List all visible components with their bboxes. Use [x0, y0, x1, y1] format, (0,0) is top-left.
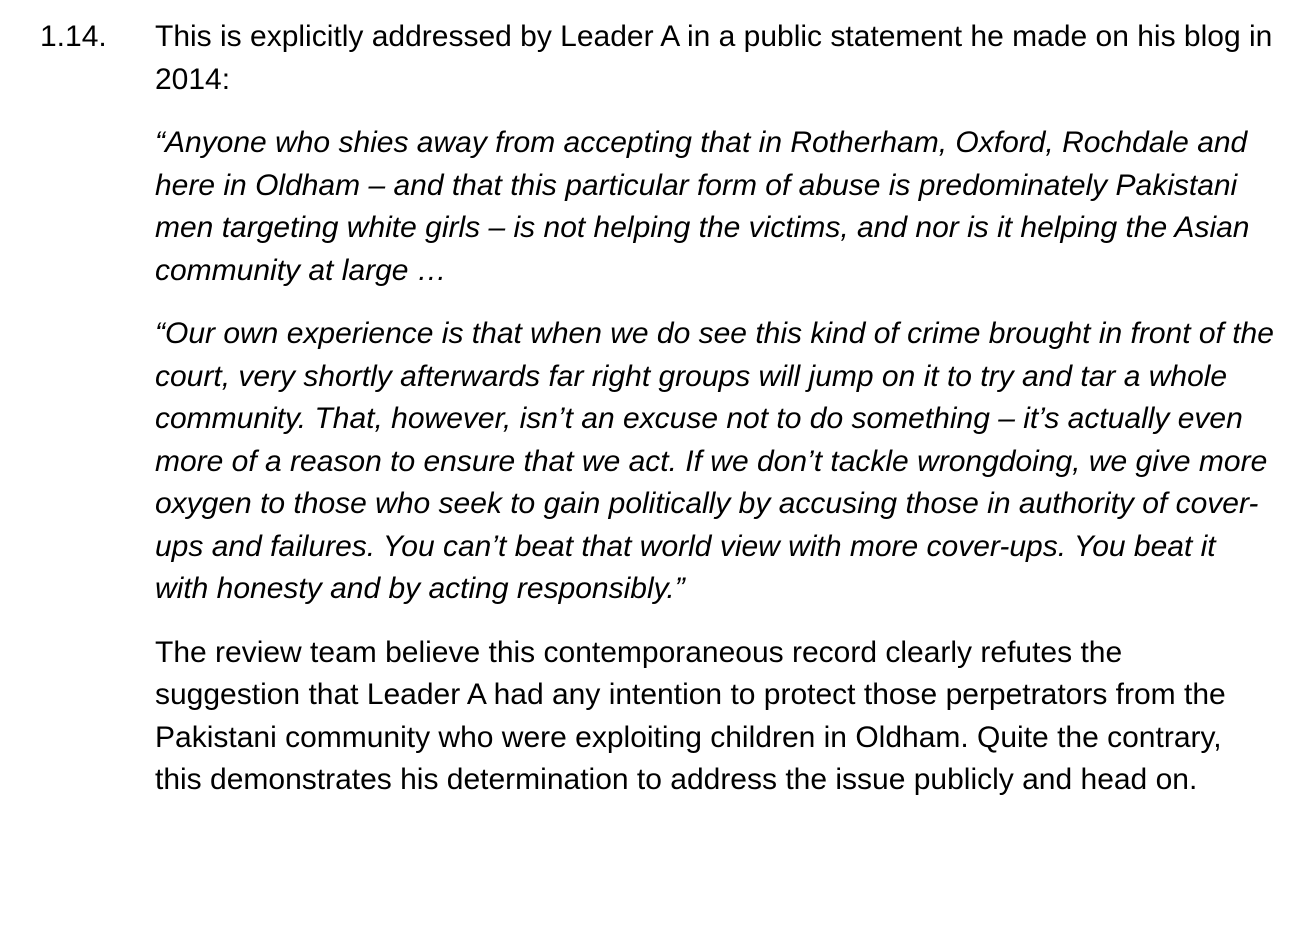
paragraph-number: 1.14. — [40, 20, 107, 53]
paragraph-body — [155, 16, 1275, 802]
review-team-conclusion: The review team believe this contemporaneous record clearly refutes the suggestion that Leader A had any intention to protect those perpetrators from the Pakistani community who were exploiting children in Oldham. Quite the contrary, this demonstrates his determination to address the issue publicly and head on. — [155, 635, 1226, 796]
intro-text: This is explicitly addressed by Leader A in a public statement he made on his blog in 2014: — [155, 20, 1273, 96]
blog-quote-first: “Anyone who shies away from accepting that in Rotherham, Oxford, Rochdale and here in Oldham – and that this particular form of abuse is predominately Pakistani men targeting white girls – is not helping the victims, and nor is it helping the Asian community at large … — [155, 126, 1250, 287]
blog-quote-second: “Our own experience is that when we do see this kind of crime brought in front of the court, very shortly afterwards far right groups will jump on it to try and tar a whole community. That, however, isn’t an excuse not to do something – it’s actually even more of a reason to ensure that we act. If we don’t tackle wrongdoing, we give more oxygen to those who seek to gain politically by accusing those in authority of cover-ups and failures. You can’t beat that world view with more cover-ups. You beat it with honesty and by acting responsibly.” — [155, 317, 1274, 605]
